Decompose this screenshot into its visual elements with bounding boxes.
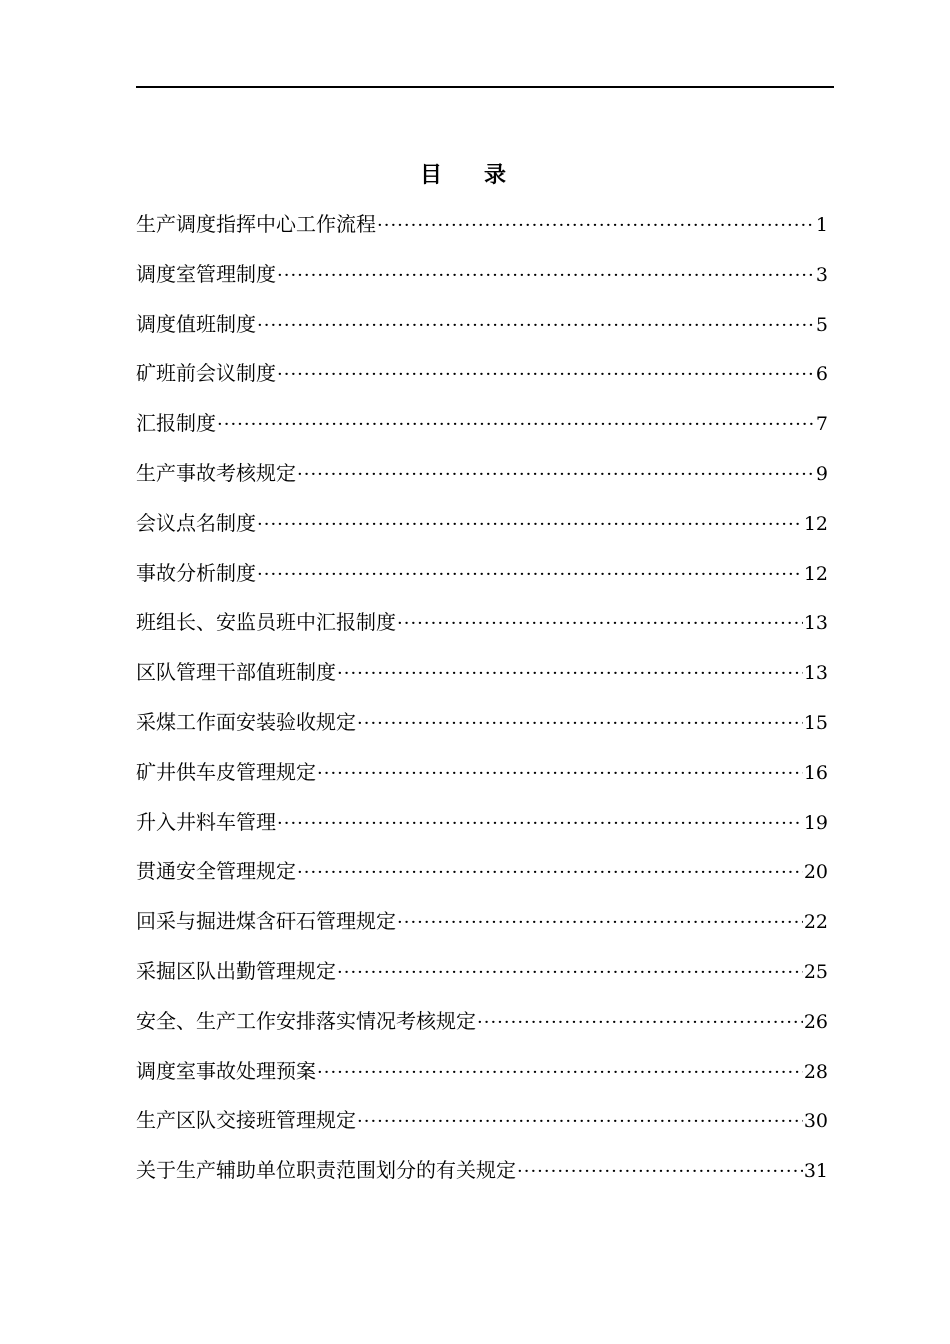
toc-leader-dots <box>257 558 803 592</box>
toc-entry[interactable] <box>136 1054 828 1104</box>
toc-entry[interactable] <box>136 406 828 456</box>
toc-entry-page-number: 30 <box>803 1110 828 1133</box>
toc-entry-page-number: 13 <box>803 612 828 635</box>
toc-entry-title: 调度值班制度 <box>136 311 256 336</box>
toc-entry-page-number: 3 <box>815 263 828 286</box>
toc-entry-title: 矿班前会议制度 <box>136 361 276 386</box>
toc-leader-dots <box>277 358 815 392</box>
header-rule <box>136 86 834 88</box>
toc-leader-dots <box>277 807 803 841</box>
toc-entry-page-number: 12 <box>803 512 828 535</box>
toc-list <box>136 207 828 1203</box>
toc-entry-title: 区队管理干部值班制度 <box>136 660 336 685</box>
toc-entry-page-number: 12 <box>803 562 828 585</box>
toc-entry[interactable] <box>136 605 828 655</box>
toc-entry-page-number: 6 <box>815 363 828 386</box>
toc-entry-title: 生产调度指挥中心工作流程 <box>136 212 376 236</box>
toc-leader-dots <box>377 209 815 243</box>
toc-leader-dots <box>297 856 803 890</box>
toc-entry-title: 生产区队交接班管理规定 <box>136 1108 356 1133</box>
toc-entry-title: 回采与掘进煤含矸石管理规定 <box>136 909 396 934</box>
toc-leader-dots <box>357 1105 803 1139</box>
toc-entry[interactable] <box>136 805 828 855</box>
toc-entry[interactable] <box>136 456 828 506</box>
toc-leader-dots <box>337 956 803 990</box>
toc-leader-dots <box>257 508 803 542</box>
toc-entry[interactable] <box>136 307 828 357</box>
toc-entry-page-number: 15 <box>803 711 828 734</box>
toc-entry-title: 采掘区队出勤管理规定 <box>136 958 336 983</box>
toc-entry[interactable] <box>136 904 828 954</box>
toc-leader-dots <box>477 1006 803 1040</box>
toc-leader-dots <box>397 607 803 641</box>
toc-entry-title: 采煤工作面安装验收规定 <box>136 709 356 734</box>
toc-entry-title: 班组长、安监员班中汇报制度 <box>136 610 396 635</box>
toc-entry-title: 调度室管理制度 <box>136 261 276 286</box>
toc-entry-page-number: 7 <box>815 413 828 436</box>
toc-leader-dots <box>337 657 803 691</box>
toc-entry-title: 升入井料车管理 <box>136 809 276 834</box>
toc-leader-dots <box>397 906 803 940</box>
toc-entry-title: 矿井供车皮管理规定 <box>136 759 316 784</box>
toc-entry-page-number: 19 <box>803 811 828 834</box>
toc-entry[interactable] <box>136 1103 828 1153</box>
toc-entry[interactable] <box>136 257 828 307</box>
toc-entry[interactable] <box>136 556 828 606</box>
toc-entry-page-number: 22 <box>803 911 828 934</box>
toc-entry-page-number: 5 <box>815 313 828 336</box>
toc-entry[interactable] <box>136 356 828 406</box>
toc-entry-title: 会议点名制度 <box>136 510 256 535</box>
toc-entry[interactable] <box>136 506 828 556</box>
toc-entry[interactable] <box>136 1153 828 1203</box>
toc-entry[interactable] <box>136 854 828 904</box>
toc-entry-page-number: 20 <box>803 861 828 884</box>
toc-leader-dots <box>277 259 815 293</box>
toc-entry-title: 关于生产辅助单位职责范围划分的有关规定 <box>136 1158 516 1183</box>
toc-entry[interactable] <box>136 755 828 805</box>
toc-leader-dots <box>317 757 803 791</box>
toc-entry-page-number: 31 <box>803 1160 828 1183</box>
toc-entry-title: 安全、生产工作安排落实情况考核规定 <box>136 1008 476 1033</box>
toc-entry-title: 汇报制度 <box>136 411 216 436</box>
toc-leader-dots <box>217 408 815 442</box>
toc-entry-title: 事故分析制度 <box>136 560 256 585</box>
toc-entry[interactable] <box>136 655 828 705</box>
toc-entry-title: 贯通安全管理规定 <box>136 859 296 884</box>
toc-entry-page-number: 9 <box>815 462 828 485</box>
toc-entry-title: 调度室事故处理预案 <box>136 1058 316 1083</box>
toc-entry[interactable] <box>136 207 828 257</box>
toc-entry[interactable] <box>136 1004 828 1054</box>
toc-leader-dots <box>517 1155 803 1189</box>
toc-title: 目录 <box>419 162 548 188</box>
toc-entry-page-number: 28 <box>803 1060 828 1083</box>
toc-entry-page-number: 13 <box>803 662 828 685</box>
toc-entry-page-number: 1 <box>815 214 828 236</box>
toc-entry-page-number: 16 <box>803 761 828 784</box>
toc-entry[interactable] <box>136 705 828 755</box>
toc-entry-page-number: 26 <box>803 1010 828 1033</box>
toc-leader-dots <box>257 309 815 343</box>
toc-entry-title: 生产事故考核规定 <box>136 460 296 485</box>
toc-entry-page-number: 25 <box>803 960 828 983</box>
toc-leader-dots <box>317 1056 803 1090</box>
toc-leader-dots <box>297 458 815 492</box>
toc-leader-dots <box>357 707 803 741</box>
toc-entry[interactable] <box>136 954 828 1004</box>
